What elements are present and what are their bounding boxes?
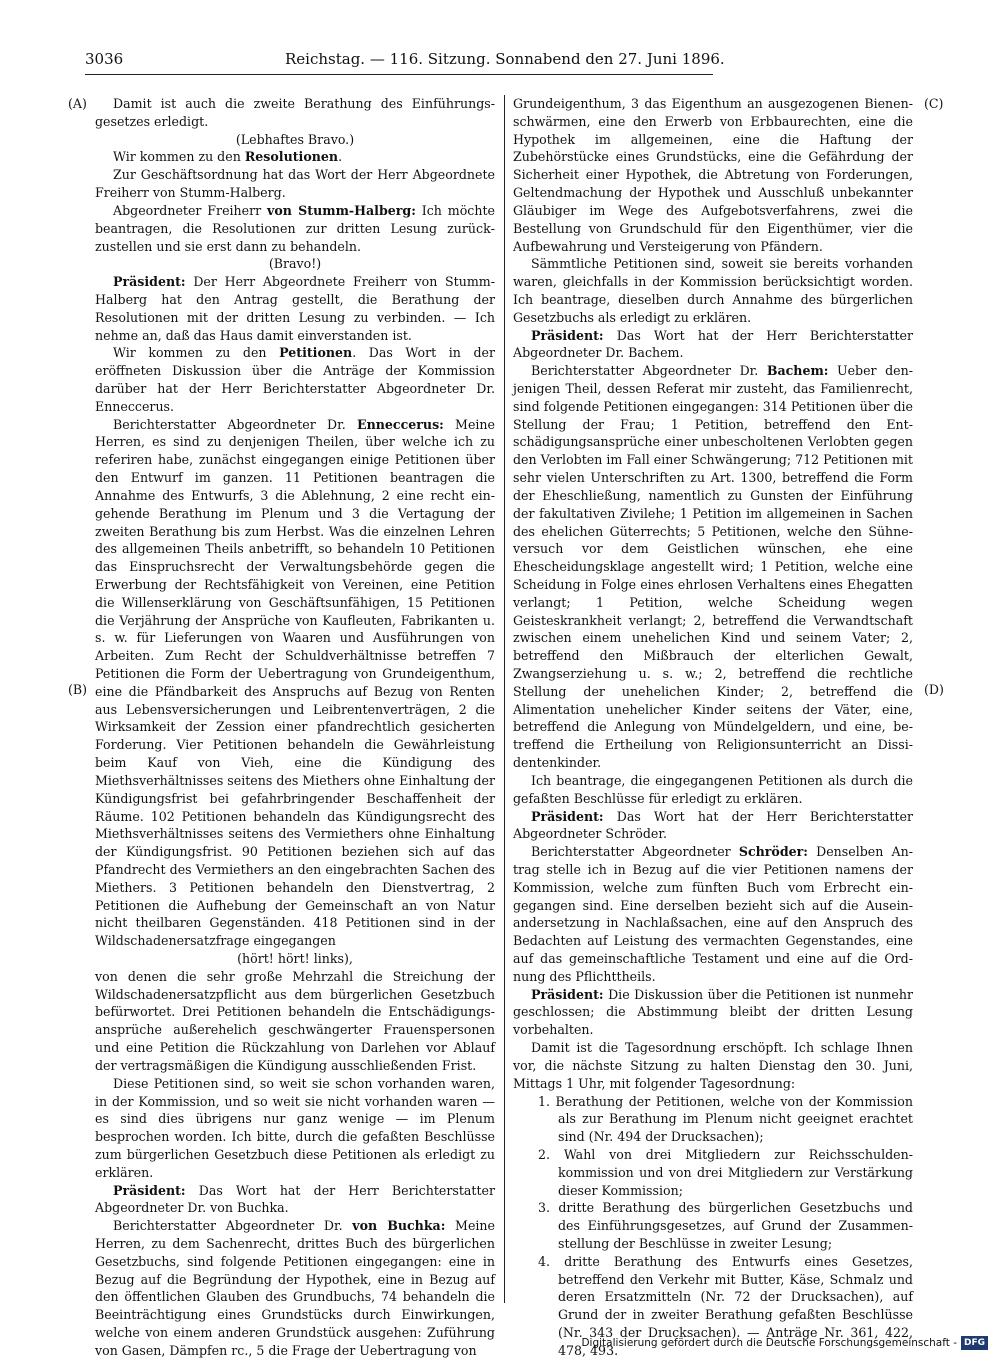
emphasized-name: Schröder: <box>738 844 808 860</box>
paragraph-text: Meine Herren, es sind zu denjenigen Theilen, über welche ich zu referiren habe, zunächst eingegangen einige Petitionen über den Entwurf im ganzen. 11 Petitionen beantragen die Annahme des Entwurfs, 3 die Ablehnung, 2 eine recht eingehende Berathung im Plenum und 3 die Vertagung der zweiten Berathung bis zum Herbst. Was die einzelnen Lehren des allgemeinen Theils anbetrifft, so behandeln 10 Petitionen das Einspruchsrecht der Verwaltungsbehörde gegen die Erwerbung der Rechtsfähigkeit von Vereinen, eine Petition die Willenserklärung von Geschäftsunfähigen, 15 Petitionen die Verjährung der Ansprüche von Kaufleuten, Fabrikanten u. s. w. für Lieferungen von Waaren und Ausführungen von Arbeiten. Zum Recht der Schuldverhältnisse betreffen 7 Petitionen die Form der Uebertragung von Grundeigenthum, eine die Pfändbarkeit des Anspruchs auf Bezug von Renten aus Lebensversicherungen und Leibrentenverträgen, 2 die Wirksamkeit der Zession einer pfandrechtlich gesicherten Forderung. Vier Petitionen behandeln die Gewährleistung beim Kauf von Vieh, eine die Kündigung des Miethsverhältnisses seitens des Miethers ohne Einhaltung der Kündigungsfrist bei gefahrbringender Beschaffenheit der Räume. 102 Petitionen behandeln das Kündigungsrecht des Miethsverhältnisses seitens des Vermiethers ohne Einhaltung der Kündigungsfrist. 90 Petitionen beziehen sich auf das Pfandrecht des Vermiethers an den eingebrachten Sachen des Miethers. 3 Petitionen behandeln den Dienstvertrag, 2 Petitionen die Aufhebung der Gemeinschaft an von Natur nicht theilbaren Gegenständen. 418 Petitionen sind in der Wildschadenersatzfrage eingegangen <box>95 416 495 949</box>
margin-marker-a: (A) <box>68 96 87 111</box>
emphasized-name: Bachem: <box>766 363 829 379</box>
footer-credit <box>581 1335 988 1351</box>
right-column-paragraph <box>513 362 913 772</box>
speaker-label: Präsident: <box>531 327 604 343</box>
speaker-label: Präsident: <box>113 1182 186 1198</box>
paragraph-text: . <box>338 149 343 165</box>
paragraph-text: Damit ist die Tagesordnung erschöpft. Ich schlage Ihnen vor, die nächste Sitzung zu halten Dienstag den 30. Juni, Mittags 1 Uhr, mit folgender Tagesordnung: <box>513 1040 913 1091</box>
right-column-paragraph <box>513 986 913 1039</box>
right-column-paragraph <box>513 1199 913 1252</box>
paragraph-text: Abgeordneter Freiherr <box>113 202 268 218</box>
margin-marker-b: (B) <box>68 682 88 697</box>
paragraph-text: (Lebhaftes Bravo.) <box>235 131 355 147</box>
right-column-paragraph <box>513 843 913 986</box>
margin-marker-c: (C) <box>924 96 944 111</box>
paragraph-text: Berichterstatter Abgeordneter Dr. <box>531 363 767 379</box>
paragraph-text: 3. dritte Berathung des bürgerlichen Gesetzbuchs und des Einführungsgesetzes, auf Grund der Zusammenstellung der Beschlüsse in zweiter Lesung; <box>538 1200 913 1251</box>
footer-text: Digitalisierung gefördert durch die Deutsche Forschungsgemeinschaft - <box>581 1337 957 1349</box>
paragraph-text: Ich beantrage, die eingegangenen Petitionen als durch die gefaßten Beschlüsse für erledigt zu erklären. <box>513 772 913 806</box>
speaker-label: Präsident: <box>113 274 186 290</box>
right-column-paragraph <box>513 1146 913 1199</box>
right-column-paragraph <box>513 1093 913 1146</box>
right-column-paragraph <box>513 95 913 255</box>
paragraph-text: Ich möchte beantragen, die Resolutionen zur dritten Lesung zurückzustellen und sie erst dann zu behandeln. <box>95 202 495 254</box>
paragraph-text: Ueber denjenigen Theil, dessen Referat mir zusteht, das Familienrecht, sind folgende Petitionen eingegangen: 314 Petitionen über die Stellung der Frau; 1 Petition, betreffend den Entschädigungsansprüche einer unbescholtenen Verlobten gegen den Verlobten im Fall einer Schwängerung; 712 Petitionen mit sehr vielen Unterschriften zu Art. 1300, betreffend die Form der Eheschließung, namentlich zu Gunsten der Einführung der fakultativen Zivilehe; 1 Petition im allgemeinen in Sachen des ehelichen Güterrechts; 5 Petitionen, welche den Sühneversuch vor dem Geistlichen wünschen, ehe eine Ehescheidungsklage angestellt wird; 1 Petition, welche eine Scheidung in Folge eines ehrlosen Verhaltens eines Ehegatten verlangt; 1 Petition, welche Scheidung wegen Geisteskrankheit verlangt; 2, betreffend die Verwandtschaft zwischen einem unehelichen Kind und seinem Vater; 2, betreffend den Mißbrauch der elterlichen Gewalt, Zwangserziehung u. s. w.; 2, betreffend die rechtliche Stellung der unehelichen Kinder; 2, betreffend die Alimentation unehelicher Kinder seitens der Väter, eine, betreffend die Anlegung von Mündelgeldern, und eine, betreffend die Ertheilung von Religionsunterricht an Dissidentenkinder. <box>513 363 913 771</box>
paragraph-text: Wir kommen zu den <box>113 149 245 165</box>
emphasized-name: von Stumm-Halberg: <box>267 202 416 218</box>
left-column-paragraph <box>95 1182 495 1218</box>
paragraph-text: Diese Petitionen sind, so weit sie schon vorhanden waren, in der Kommission, und so weit sie nicht vorhanden waren — es sind dies übrigens nur ganz wenige — im Plenum besprochen worden. Ich bitte, durch die gefaßten Beschlüsse zum bürgerlichen Gesetzbuch diese Petitionen als erledigt zu erklären. <box>95 1075 495 1180</box>
column-divider <box>504 95 505 1303</box>
left-column-paragraph <box>95 166 495 202</box>
paragraph-text: (hört! hört! links), <box>237 951 353 966</box>
left-column-paragraph <box>95 1075 495 1182</box>
paragraph-text: Berichterstatter Abgeordneter <box>531 844 739 860</box>
paragraph-text: Damit ist auch die zweite Berathung des Einführungsgesetzes erledigt. <box>95 96 495 129</box>
page-number: 3036 <box>85 50 124 68</box>
paragraph-text: Wir kommen zu den <box>113 345 280 361</box>
left-column-paragraph <box>95 148 495 166</box>
paragraph-text: Das Wort hat der Herr Berichterstatter Abgeordneter Dr. von Buchka. <box>95 1182 495 1216</box>
left-column-paragraph <box>95 273 495 344</box>
paragraph-text: Denselben Antrag stelle ich in Bezug auf die vier Petitionen namens der Kommission, welche zum fünften Buch vom Erbrecht eingegangen sind. Eine derselben bezieht sich auf die Auseinandersetzung in Nachlaßsachen, eine auf den Anspruch des Bedachten auf Leistung des vermachten Gegenstandes, eine auf das gemeinschaftliche Testament und eine auf die Ordnung des Pflichttheils. <box>513 844 913 984</box>
paragraph-text: 1. Berathung der Petitionen, welche von der Kommission als zur Berathung im Plenum nicht geeignet erachtet sind (Nr. 494 der Drucksachen); <box>538 1093 913 1145</box>
header-rule <box>85 74 713 75</box>
paragraph-text: Der Herr Abgeordnete Freiherr von Stumm-Halberg hat den Antrag gestellt, die Berathung der Resolutionen mit der dritten Lesung zu verbinden. — Ich nehme an, daß das Haus damit einverstanden ist. <box>95 274 495 343</box>
paragraph-text: Sämmtliche Petitionen sind, soweit sie bereits vorhanden waren, gleichfalls in der Kommission berücksichtigt worden. Ich beantrage, dieselben durch Annahme des bürgerlichen Gesetzbuchs als erledigt zu erklären. <box>513 256 913 325</box>
left-column-paragraph <box>95 344 495 415</box>
speaker-label: Präsident: <box>531 986 604 1002</box>
left-column-paragraph <box>95 968 495 1075</box>
right-column-paragraph <box>513 255 913 326</box>
right-column-paragraph <box>513 808 913 844</box>
paragraph-text: Das Wort hat der Herr Berichterstatter Abgeordneter Dr. Bachem. <box>513 327 913 361</box>
paragraph-text: Berichterstatter Abgeordneter Dr. <box>113 416 357 432</box>
left-column <box>95 95 495 1360</box>
emphasized-name: von Buchka: <box>352 1218 446 1234</box>
paragraph-text: Grundeigenthum, 3 das Eigenthum an ausgezogenen Bienenschwärmen, eine den Erwerb von Erbbaurechten, eine die Hypothek im allgemeinen, eine die Haftung der Zubehörstücke eines Grundstücks, eine die Gefährdung der Sicherheit einer Hypothek, die Abtretung von Forderungen, Geltendmachung der Hypothek und Ausschluß unbekannter Gläubiger im Wege des Aufgebotsverfahrens, zwei die Bestellung von Grundschuld für den Eigenthümer, vier die Aufbewahrung und Versteigerung von Pfändern. <box>513 96 913 254</box>
paragraph-text: Das Wort hat der Herr Berichterstatter Abgeordneter Schröder. <box>513 808 913 842</box>
running-title: Reichstag. — 116. Sitzung. Sonnabend den 27. Juni 1896. <box>285 50 725 68</box>
left-column-paragraph <box>95 131 495 149</box>
paragraph-text: . Das Wort in der eröffneten Diskussion über die Anträge der Kommission darüber hat der Herr Berichterstatter Abgeordneter Dr. Enneccerus. <box>95 345 495 414</box>
dfg-logo: DFG <box>961 1336 988 1350</box>
left-column-paragraph <box>95 1217 495 1360</box>
right-column-paragraph <box>513 772 913 808</box>
paragraph-text: Berichterstatter Abgeordneter Dr. <box>113 1218 353 1234</box>
left-column-paragraph <box>95 950 495 968</box>
right-column-paragraph <box>513 1039 913 1092</box>
paragraph-text: von denen die sehr große Mehrzahl die Streichung der Wildschadenersatzpflicht aus dem bürgerlichen Gesetzbuch befürwortet. Drei Petitionen behandeln die Entschädigungsansprüche außerehelich geschwängerter Frauenspersonen und eine Petition die Rückzahlung von Darlehen vor Ablauf der vertragsmäßigen die Kündigung ausschließenden Frist. <box>95 968 495 1073</box>
paragraph-text: 2. Wahl von drei Mitgliedern zur Reichsschuldenkommission und von drei Mitgliedern zur Verstärkung dieser Kommission; <box>538 1146 913 1198</box>
emphasized-name: Petitionen <box>279 345 353 361</box>
emphasized-name: Resolutionen <box>244 149 339 165</box>
left-column-paragraph <box>95 95 495 131</box>
margin-marker-d: (D) <box>924 682 944 697</box>
right-column-paragraph <box>513 327 913 363</box>
paragraph-text: (Bravo!) <box>268 256 322 272</box>
paragraph-text: 4. dritte Berathung des Entwurfs eines Gesetzes, betreffend den Verkehr mit Butter, Käse, Schmalz und deren Ersatzmitteln (Nr. 72 der Drucksachen), auf Grund der in zweiter Berathung gefaßten Beschlüsse (Nr. 343 der Drucksachen). — Anträge Nr. 361, 422, 478, 493. <box>538 1253 913 1358</box>
emphasized-name: Enneccerus: <box>357 416 444 432</box>
speaker-label: Präsident: <box>531 808 604 824</box>
left-column-paragraph <box>95 255 495 273</box>
left-column-paragraph <box>95 202 495 255</box>
paragraph-text: Zur Geschäftsordnung hat das Wort der Herr Abgeordnete Freiherr von Stumm-Halberg. <box>95 167 495 201</box>
right-column <box>513 95 913 1360</box>
page-header <box>85 50 725 74</box>
paragraph-text: Die Diskussion über die Petitionen ist nunmehr geschlossen; die Abstimmung bleibt der dritten Lesung vorbehalten. <box>513 986 913 1038</box>
paragraph-text: Meine Herren, zu dem Sachenrecht, drittes Buch des bürgerlichen Gesetzbuchs, sind folgende Petitionen eingegangen: eine in Bezug auf die Begründung der Hypothek, eine in Bezug auf den öffentlichen Glauben des Grundbuchs, 74 behandeln die Beeinträchtigung eines Grundstücks durch Einwirkungen, welche von einem anderen Grundstück ausgehen: Zuführung von Gasen, Dämpfen rc., 5 die Frage der Uebertragung von <box>95 1218 495 1358</box>
left-column-paragraph <box>95 416 495 950</box>
